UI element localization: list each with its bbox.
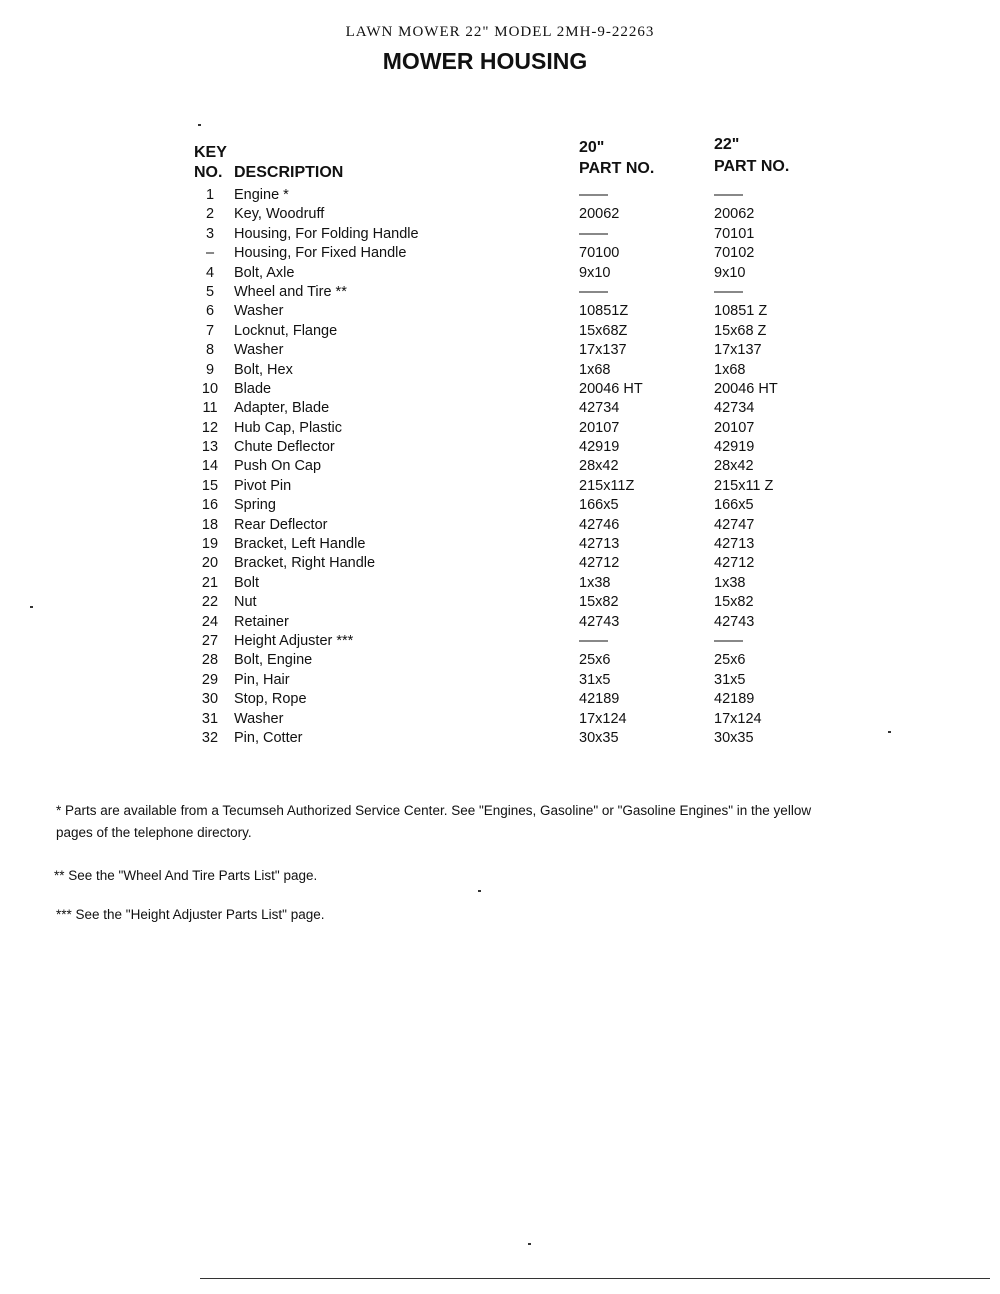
- part-key: 4: [205, 264, 215, 281]
- table-row: [0, 244, 1000, 263]
- part-number-22: 42743: [714, 613, 755, 630]
- part20-header: PART NO.: [579, 160, 655, 177]
- part-number-20: 25x6: [579, 652, 611, 669]
- part-number-22: 31x5: [714, 671, 746, 688]
- part-number-20: 20046 HT: [579, 380, 643, 397]
- table-row: [0, 613, 1000, 632]
- part-number-20: 9x10: [579, 264, 611, 281]
- part-description: Adapter, Blade: [234, 400, 330, 417]
- part-key: 24: [201, 613, 219, 630]
- part-number-22: 9x10: [714, 264, 746, 281]
- part-number-20: 20062: [579, 206, 620, 223]
- part-number-22: 20046 HT: [714, 380, 778, 397]
- part-number-20: 42746: [579, 516, 620, 533]
- table-row: [0, 457, 1000, 476]
- part-description: Nut: [234, 594, 257, 611]
- part-number-22: 42747: [714, 516, 755, 533]
- part-key: 14: [201, 458, 219, 475]
- part-number-22: 1x38: [714, 574, 746, 591]
- part-description: Engine *: [234, 187, 289, 203]
- part-key: 28: [201, 652, 219, 669]
- part-description: Key, Woodruff: [234, 206, 325, 223]
- part-description: Wheel and Tire **: [234, 283, 347, 300]
- part-description: Stop, Rope: [234, 691, 307, 708]
- table-row: [0, 477, 1000, 496]
- part-number-20: 28x42: [579, 458, 619, 475]
- part-key: 13: [201, 439, 219, 456]
- part-number-22: 42713: [714, 536, 755, 553]
- part-description: Housing, For Fixed Handle: [234, 245, 407, 262]
- part-description: Housing, For Folding Handle: [234, 225, 419, 242]
- part-description: Pivot Pin: [234, 477, 292, 494]
- table-row: [0, 554, 1000, 573]
- key-header-line1: KEY: [194, 144, 227, 161]
- part-description: Bolt, Axle: [234, 264, 295, 281]
- part-number-22: 30x35: [714, 729, 754, 746]
- part-number-20: 15x68Z: [579, 322, 628, 339]
- part-key: –: [205, 245, 215, 262]
- part-number-22: ——: [714, 187, 743, 203]
- part-key: 3: [205, 225, 215, 242]
- part-key: 22: [201, 594, 219, 611]
- table-row: [0, 535, 1000, 554]
- part-description: Pin, Hair: [234, 671, 290, 688]
- table-row: [0, 651, 1000, 670]
- footnote-engine-line2: pages of the telephone directory.: [56, 825, 252, 840]
- table-row: [0, 283, 1000, 302]
- key-header-line2: NO.: [194, 164, 223, 181]
- description-header: DESCRIPTION: [234, 164, 344, 181]
- part-description: Hub Cap, Plastic: [234, 419, 342, 436]
- part-description: Bracket, Right Handle: [234, 555, 376, 572]
- part-number-22: 42919: [714, 439, 755, 456]
- parts-list: [0, 186, 1000, 748]
- part-number-22: 166x5: [714, 497, 754, 514]
- part-description: Bolt, Engine: [234, 652, 313, 669]
- part-number-20: 70100: [579, 245, 620, 262]
- scan-speck: [888, 731, 891, 733]
- part-number-20: 17x137: [579, 342, 627, 359]
- model-line: LAWN MOWER 22" MODEL 2MH-9-22263: [345, 24, 655, 40]
- part-description: Push On Cap: [234, 458, 322, 475]
- part-number-20: 215x11Z: [579, 477, 635, 494]
- part-key: 5: [205, 283, 215, 300]
- part20-size-header: 20": [579, 139, 605, 156]
- part-number-20: 42743: [579, 613, 620, 630]
- table-row: [0, 225, 1000, 244]
- part-key: 30: [201, 691, 219, 708]
- part-description: Blade: [234, 380, 272, 397]
- part-description: Washer: [234, 303, 284, 320]
- part-number-22: 42734: [714, 400, 755, 417]
- part-description: Pin, Cotter: [234, 729, 303, 746]
- part-number-20: 42919: [579, 439, 620, 456]
- part-number-22: 28x42: [714, 458, 754, 475]
- part-number-22: 15x82: [714, 594, 754, 611]
- part-number-22: 17x124: [714, 710, 762, 727]
- part-number-20: 1x68: [579, 361, 611, 378]
- table-row: [0, 710, 1000, 729]
- table-row: [0, 729, 1000, 748]
- part-number-20: 1x38: [579, 574, 611, 591]
- part-number-22: 20062: [714, 206, 755, 223]
- part-number-22: 70102: [714, 245, 755, 262]
- part-number-22: 215x11 Z: [714, 477, 774, 494]
- part-description: Bolt: [234, 574, 259, 591]
- table-row: [0, 690, 1000, 709]
- table-row: [0, 496, 1000, 515]
- part-number-22: 17x137: [714, 342, 762, 359]
- table-row: [0, 341, 1000, 360]
- table-row: [0, 186, 1000, 205]
- part-number-20: 17x124: [579, 710, 627, 727]
- part-number-22: 70101: [714, 225, 755, 242]
- part-key: 20: [201, 555, 219, 572]
- part-number-20: ——: [579, 187, 608, 203]
- table-row: [0, 671, 1000, 690]
- table-row: [0, 399, 1000, 418]
- table-row: [0, 205, 1000, 224]
- part22-header: PART NO.: [714, 158, 790, 175]
- footnote-engine-line1: * Parts are available from a Tecumseh Authorized Service Center. See "Engines, Gasoline" or "Gasoline Engines" in the yellow: [56, 803, 812, 818]
- part-number-20: 42734: [579, 400, 620, 417]
- table-row: [0, 438, 1000, 457]
- part-description: Spring: [234, 497, 276, 514]
- part-description: Rear Deflector: [234, 516, 328, 533]
- part-description: Bracket, Left Handle: [234, 536, 366, 553]
- part-key: 12: [201, 419, 219, 436]
- scan-speck: [198, 124, 201, 126]
- part-description: Locknut, Flange: [234, 322, 338, 339]
- part-key: 11: [202, 400, 218, 417]
- scan-speck: [30, 606, 33, 608]
- part-key: 32: [201, 729, 219, 746]
- part-description: Height Adjuster ***: [234, 632, 354, 649]
- part-number-20: 42189: [579, 691, 620, 708]
- table-row: [0, 322, 1000, 341]
- part-number-22: 42189: [714, 691, 755, 708]
- part-key: 7: [205, 322, 215, 339]
- part-number-20: ——: [579, 225, 608, 242]
- table-row: [0, 574, 1000, 593]
- part-description: Bolt, Hex: [234, 361, 293, 378]
- part22-size-header: 22": [714, 136, 740, 153]
- part-number-22: 20107: [714, 419, 755, 436]
- table-row: [0, 516, 1000, 535]
- part-number-22: ——: [714, 283, 743, 300]
- part-number-20: 20107: [579, 419, 620, 436]
- table-row: [0, 419, 1000, 438]
- page-title: MOWER HOUSING: [382, 48, 588, 74]
- part-number-22: 25x6: [714, 652, 746, 669]
- part-number-20: 30x35: [579, 729, 619, 746]
- part-number-20: 42713: [579, 536, 620, 553]
- part-key: 1: [205, 187, 215, 203]
- part-key: 9: [205, 361, 215, 378]
- table-row: [0, 302, 1000, 321]
- table-row: [0, 632, 1000, 651]
- table-row: [0, 380, 1000, 399]
- part-key: 10: [201, 380, 219, 397]
- scan-speck: [528, 1243, 531, 1245]
- part-key: 16: [201, 497, 219, 514]
- part-key: 31: [201, 710, 219, 727]
- footnote-height: *** See the "Height Adjuster Parts List" page.: [56, 907, 325, 922]
- footnote-wheel: ** See the "Wheel And Tire Parts List" page.: [54, 868, 318, 883]
- part-key: 27: [201, 632, 219, 649]
- part-key: 15: [201, 477, 219, 494]
- table-row: [0, 361, 1000, 380]
- bottom-rule: [200, 1278, 990, 1279]
- part-number-22: 10851 Z: [714, 303, 768, 320]
- part-number-22: 15x68 Z: [714, 322, 767, 339]
- part-number-20: ——: [579, 283, 608, 300]
- part-number-20: 15x82: [579, 594, 619, 611]
- part-number-22: ——: [714, 632, 743, 649]
- part-number-20: 10851Z: [579, 303, 629, 320]
- table-row: [0, 593, 1000, 612]
- part-key: 18: [201, 516, 219, 533]
- part-key: 8: [205, 342, 215, 359]
- table-row: [0, 264, 1000, 283]
- part-description: Washer: [234, 342, 284, 359]
- part-number-20: 42712: [579, 555, 620, 572]
- part-key: 2: [205, 206, 215, 223]
- part-key: 29: [201, 671, 219, 688]
- part-number-22: 1x68: [714, 361, 746, 378]
- part-number-20: 166x5: [579, 497, 619, 514]
- part-number-20: ——: [579, 632, 608, 649]
- part-description: Chute Deflector: [234, 439, 335, 456]
- part-description: Retainer: [234, 613, 289, 630]
- part-key: 6: [205, 303, 215, 320]
- footnote-engine: [56, 800, 811, 844]
- part-number-22: 42712: [714, 555, 755, 572]
- part-key: 19: [201, 536, 219, 553]
- part-number-20: 31x5: [579, 671, 611, 688]
- scan-speck: [478, 890, 481, 892]
- part-key: 21: [201, 574, 219, 591]
- part-description: Washer: [234, 710, 284, 727]
